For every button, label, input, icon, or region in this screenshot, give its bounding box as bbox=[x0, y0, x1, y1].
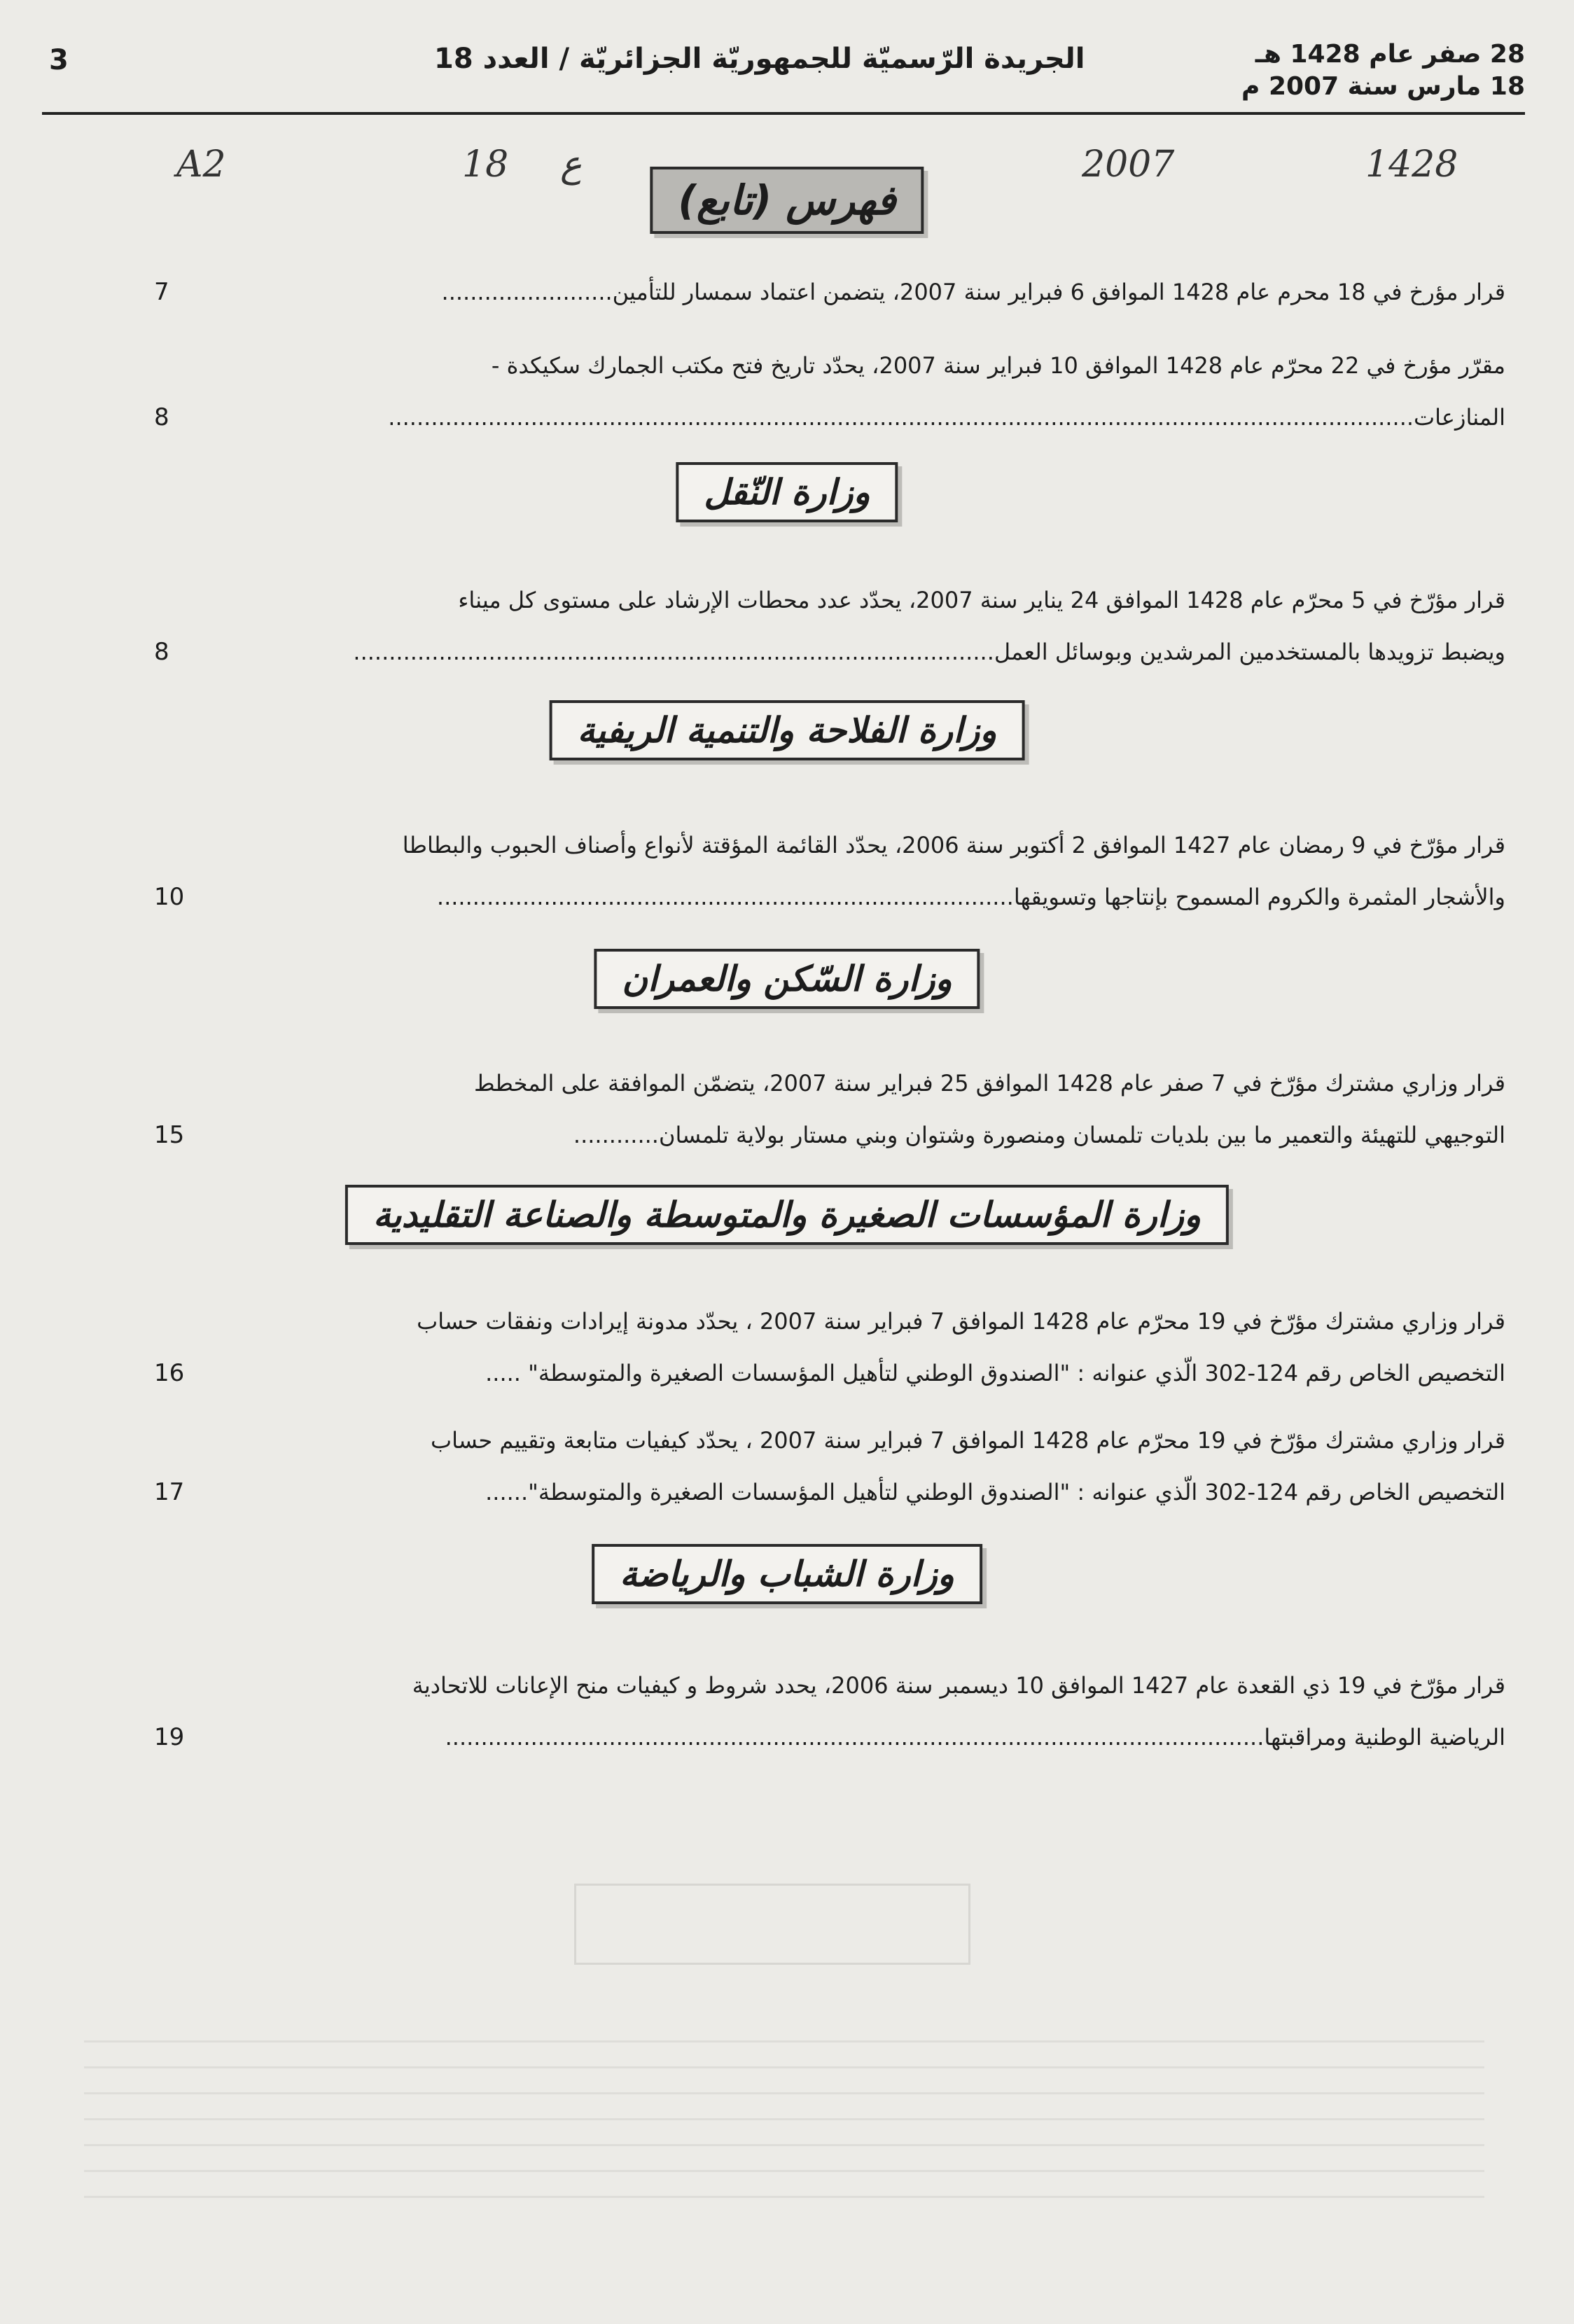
entry-text: قرار وزاري مشترك مؤرّخ في 19 محرّم عام 1428 الموافق 7 فبراير سنة 2007 ، يحدّد كيفيات متابعة وتقييم حساب bbox=[430, 1427, 1505, 1454]
page-header bbox=[42, 39, 1525, 109]
list-item bbox=[154, 340, 1505, 443]
page-ref: 7 bbox=[154, 278, 169, 306]
date-hijri: 28 صفر عام 1428 هـ bbox=[1255, 40, 1525, 69]
list-item bbox=[154, 574, 1505, 678]
section-title: وزارة الشباب والرياضة bbox=[592, 1544, 982, 1604]
entry-text: قرار مؤرّخ في 9 رمضان عام 1427 الموافق 2 أكتوبر سنة 2006، يحدّد القائمة المؤقتة لأنواع وأصناف الحبوب والبطاطا bbox=[402, 832, 1505, 858]
section-agriculture bbox=[0, 700, 1574, 784]
header-divider bbox=[42, 112, 1525, 115]
entry-text: قرار مؤرّخ في 5 محرّم عام 1428 الموافق 24 يناير سنة 2007، يحدّد عدد محطات الإرشاد على مستوى كل ميناء bbox=[458, 587, 1505, 613]
page-ref: 16 bbox=[154, 1359, 185, 1387]
entry-text: التوجيهي للتهيئة والتعمير ما بين بلديات تلمسان ومنصورة وشتوان وبني مستار بولاية تلمسان............ bbox=[573, 1122, 1505, 1148]
list-item bbox=[154, 819, 1505, 923]
list-item bbox=[154, 1295, 1505, 1399]
list-item bbox=[154, 1414, 1505, 1518]
entry-text: قرار وزاري مشترك مؤرّخ في 7 صفر عام 1428 الموافق 25 فبراير سنة 2007، يتضمّن الموافقة على المخطط bbox=[474, 1070, 1505, 1097]
handwritten-note: 1428 bbox=[1365, 144, 1458, 186]
handwritten-note: ع bbox=[560, 144, 583, 186]
page-ref: 19 bbox=[154, 1723, 185, 1751]
page-ref: 15 bbox=[154, 1121, 185, 1149]
page-number: 3 bbox=[49, 44, 69, 76]
entry-text: قرار وزاري مشترك مؤرّخ في 19 محرّم عام 1428 الموافق 7 فبراير سنة 2007 ، يحدّد مدونة إيرادات ونفقات حساب bbox=[417, 1308, 1505, 1335]
entry-text: المنازعات................................................................................................................................................ bbox=[388, 404, 1505, 431]
section-housing bbox=[0, 949, 1574, 1033]
list-item bbox=[154, 1057, 1505, 1161]
index-title-section bbox=[0, 167, 1574, 251]
list-item bbox=[154, 266, 1505, 318]
gazette-title: الجريدة الرّسميّة للجمهوريّة الجزائريّة / العدد 18 bbox=[434, 43, 1085, 75]
list-item bbox=[154, 1659, 1505, 1763]
section-title: وزارة النّقل bbox=[676, 462, 898, 522]
entry-text: ويضبط تزويدها بالمستخدمين المرشدين وبوسائل العمل.......................................................................................... bbox=[353, 639, 1505, 665]
entry-text: قرار مؤرّخ في 19 ذي القعدة عام 1427 الموافق 10 ديسمبر سنة 2006، يحدد شروط و كيفيات منح الإعانات للاتحادية bbox=[412, 1672, 1505, 1699]
entry-text: التخصيص الخاص رقم 124-302 الّذي عنوانه : "الصندوق الوطني لتأهيل المؤسسات الصغيرة والمتوسطة"...... bbox=[485, 1479, 1505, 1505]
section-transport bbox=[0, 462, 1574, 546]
section-youth-sports bbox=[0, 1544, 1574, 1628]
entry-text: الرياضية الوطنية ومراقبتها................................................................................................................... bbox=[445, 1724, 1505, 1751]
page-ref: 8 bbox=[154, 403, 169, 431]
date-gregorian: 18 مارس سنة 2007 م bbox=[1241, 72, 1525, 101]
entry-text: مقرّر مؤرخ في 22 محرّم عام 1428 الموافق 10 فبراير سنة 2007، يحدّد تاريخ فتح مكتب الجمارك سكيكدة - bbox=[491, 352, 1505, 379]
section-title: وزارة السّكن والعمران bbox=[594, 949, 980, 1009]
handwritten-note: 18 bbox=[462, 144, 509, 186]
bleed-through-box bbox=[574, 1884, 970, 1965]
bleed-through-lines bbox=[84, 2017, 1484, 2199]
page-ref: 10 bbox=[154, 883, 185, 911]
page-ref: 8 bbox=[154, 638, 169, 666]
section-title: وزارة المؤسسات الصغيرة والمتوسطة والصناعة التقليدية bbox=[345, 1185, 1229, 1245]
handwritten-note: 2007 bbox=[1082, 144, 1175, 186]
page-ref: 17 bbox=[154, 1478, 185, 1506]
entry-text: التخصيص الخاص رقم 124-302 الّذي عنوانه : "الصندوق الوطني لتأهيل المؤسسات الصغيرة والمتوسطة" ..... bbox=[485, 1360, 1505, 1386]
section-title: وزارة الفلاحة والتنمية الريفية bbox=[550, 700, 1025, 760]
entry-text: والأشجار المثمرة والكروم المسموح بإنتاجها وتسويقها................................................................................. bbox=[436, 884, 1505, 910]
entry-text: قرار مؤرخ في 18 محرم عام 1428 الموافق 6 فبراير سنة 2007، يتضمن اعتماد سمسار للتأمين........................ bbox=[441, 279, 1505, 305]
issue-date bbox=[1241, 39, 1525, 103]
handwritten-note: A2 bbox=[176, 144, 226, 186]
section-sme bbox=[0, 1185, 1574, 1269]
index-title: فهرس (تابع) bbox=[650, 167, 924, 234]
